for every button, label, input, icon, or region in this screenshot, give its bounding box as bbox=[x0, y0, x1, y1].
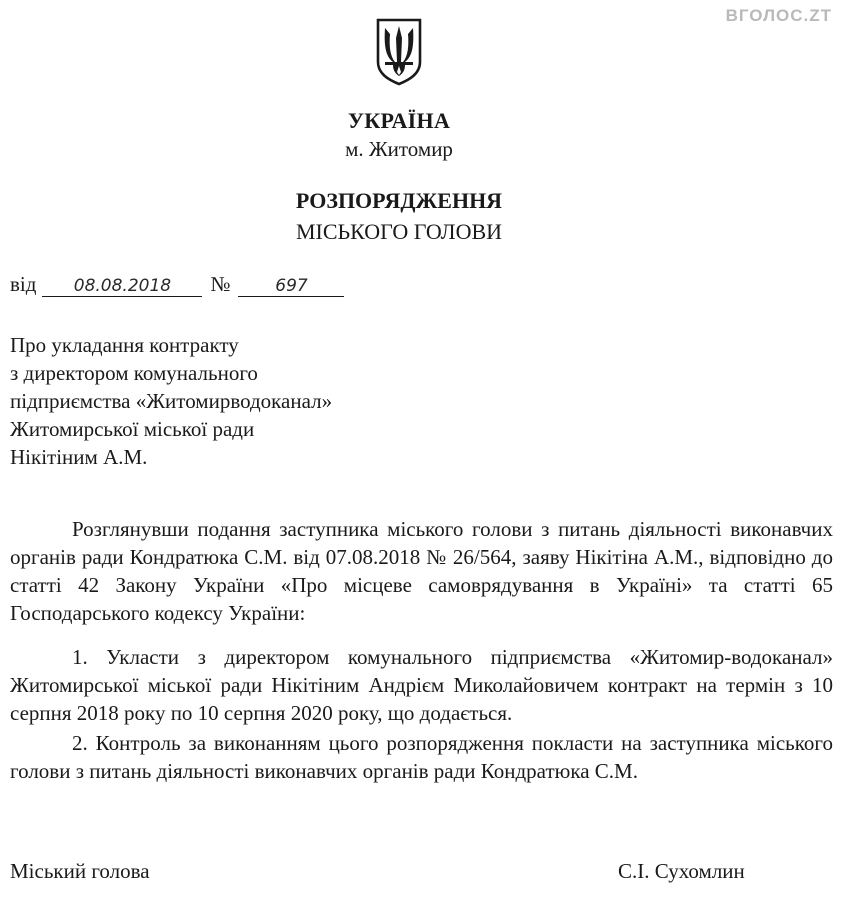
subject-line: Житомирської міської ради bbox=[10, 417, 255, 441]
subject-block bbox=[10, 331, 332, 471]
number-sign: № bbox=[210, 272, 231, 296]
signatory-title: Міський голова bbox=[10, 859, 150, 883]
subject-line: Про укладання контракту bbox=[10, 333, 239, 357]
document-number: 697 bbox=[238, 276, 344, 297]
subject-line: з директором комунального bbox=[10, 361, 258, 385]
watermark: ВГОЛОС.ZT bbox=[725, 6, 832, 25]
document-type-heading: РОЗПОРЯДЖЕННЯ bbox=[295, 188, 503, 213]
date-number-line bbox=[10, 272, 344, 297]
document-date: 08.08.2018 bbox=[42, 276, 202, 297]
preamble-paragraph: Розглянувши подання заступника міського голови з питань діяльності виконавчих органів ради Кондратюка С.М. від 07.08.2018 № 26/564, заяву Нікітіна А.М., відповідно до статті 42 Закону України «Про місцеве самоврядування в Україні» та статті 65 Господарського кодексу України: bbox=[10, 517, 833, 625]
coat-of-arms-icon bbox=[375, 18, 423, 86]
from-label: від bbox=[10, 272, 37, 296]
subject-line: підприємства «Житомирводоканал» bbox=[10, 389, 333, 413]
document-subtitle: МІСЬКОГО ГОЛОВИ bbox=[295, 219, 503, 244]
order-item-2: 2. Контроль за виконанням цього розпорядження покласти на заступника міського голови з питань діяльності виконавчих органів ради Кондратюка С.М. bbox=[10, 731, 833, 783]
country-heading: УКРАЇНА bbox=[347, 108, 451, 133]
signatory-name: С.І. Сухомлин bbox=[618, 859, 745, 883]
order-item-1: 1. Укласти з директором комунального підприємства «Житомир-водоканал» Житомирської міської ради Нікітіним Андрієм Миколайовичем контракт на термін з 10 серпня 2018 року по 10 серпня 2020 року, що додається. bbox=[10, 645, 833, 725]
subject-line: Нікітіним А.М. bbox=[10, 445, 148, 469]
city-line: м. Житомир bbox=[345, 137, 453, 161]
